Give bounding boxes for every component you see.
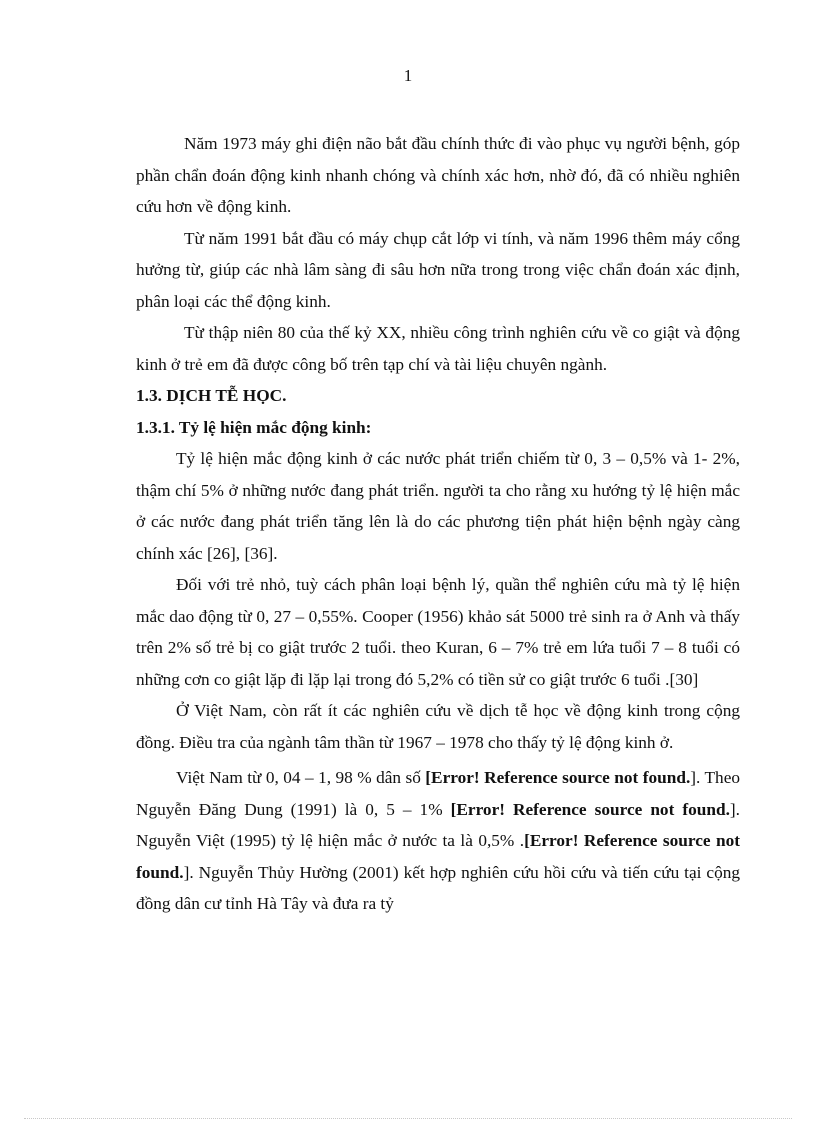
section-heading-epidemiology: 1.3. DỊCH TỄ HỌC. — [136, 386, 287, 405]
text-segment: Việt Nam từ 0, 04 – 1, 98 % dân số — [176, 768, 426, 787]
paragraph-research-1980s: Từ thập niên 80 của thế kỷ XX, nhiều công trình nghiên cứu về co giật và động kinh ở trẻ em đã được công bố trên tạp chí và tài liệu chuyên ngành. — [136, 323, 740, 374]
text-segment: ]. Theo Nguyễn Đăng Dung (1991) là 0, 5 – 1% — [136, 768, 741, 819]
reference-error: [Error! Reference source not found. — [136, 831, 740, 882]
text-segment: ]. Nguyễn Việt (1995) tỷ lệ hiện mắc ở nước ta là 0,5% . — [136, 799, 740, 850]
subsection-heading-prevalence: 1.3.1. Tỷ lệ hiện mắc động kinh: — [136, 417, 372, 437]
paragraph-prevalence-children: Đối với trẻ nhỏ, tuỳ cách phân loại bệnh lý, quần thể nghiên cứu mà tỷ lệ hiện mắc dao động từ 0, 27 – 0,55%. Cooper (1956) khảo sát 5000 trẻ sinh ra ở Anh và thấy trên 2% số trẻ bị co giật trước 2 tuổi. theo Kuran, 6 – 7% trẻ em lứa tuổi 7 – 8 tuổi có những cơn co giật lặp đi lặp lại trong đó 5,2% có tiền sử co giật trước 6 tuổi .[30] — [136, 575, 740, 689]
paragraph-prevalence-worldwide: Tỷ lệ hiện mắc động kinh ở các nước phát triển chiếm từ 0, 3 – 0,5% và 1- 2%, thậm chí 5% ở những nước đang phát triển. người ta cho rằng xu hướng tỷ lệ hiện mắc ở các nước đang phát triển tăng lên là do các phương tiện phát hiện bệnh ngày càng chính xác [26], [36]. — [136, 449, 740, 563]
paragraph-ct-mri-history: Từ năm 1991 bắt đầu có máy chụp cắt lớp vi tính, và năm 1996 thêm máy cổng hưởng từ, giúp các nhà lâm sàng đi sâu hơn nữa trong trong việc chẩn đoán xác định, phân loại các thể động kinh. — [136, 228, 740, 311]
reference-error: [Error! Reference source not found. — [450, 799, 730, 819]
paragraph-eeg-history: Năm 1973 máy ghi điện não bắt đầu chính thức đi vào phục vụ người bệnh, góp phần chẩn đoán động kinh nhanh chóng và chính xác hơn, nhờ đó, đã có nhiều nghiên cứu hơn về động kinh. — [136, 134, 740, 216]
reference-error: [Error! Reference source not found. — [425, 768, 691, 787]
document-body — [136, 128, 740, 920]
paragraph-vietnam-prevalence — [136, 762, 740, 920]
paragraph-vietnam-research: Ở Việt Nam, còn rất ít các nghiên cứu về dịch tễ học về động kinh trong cộng đồng. Điều tra của ngành tâm thần từ 1967 – 1978 cho thấy tỷ lệ động kinh ở. — [136, 701, 740, 752]
page-bottom-divider — [24, 1118, 792, 1119]
text-segment: ]. Nguyễn Thủy Hường (2001) kết hợp nghiên cứu hồi cứu và tiến cứu tại cộng đồng dân cư tỉnh Hà Tây và đưa ra tỷ — [136, 862, 740, 913]
page-number: 1 — [403, 66, 413, 85]
